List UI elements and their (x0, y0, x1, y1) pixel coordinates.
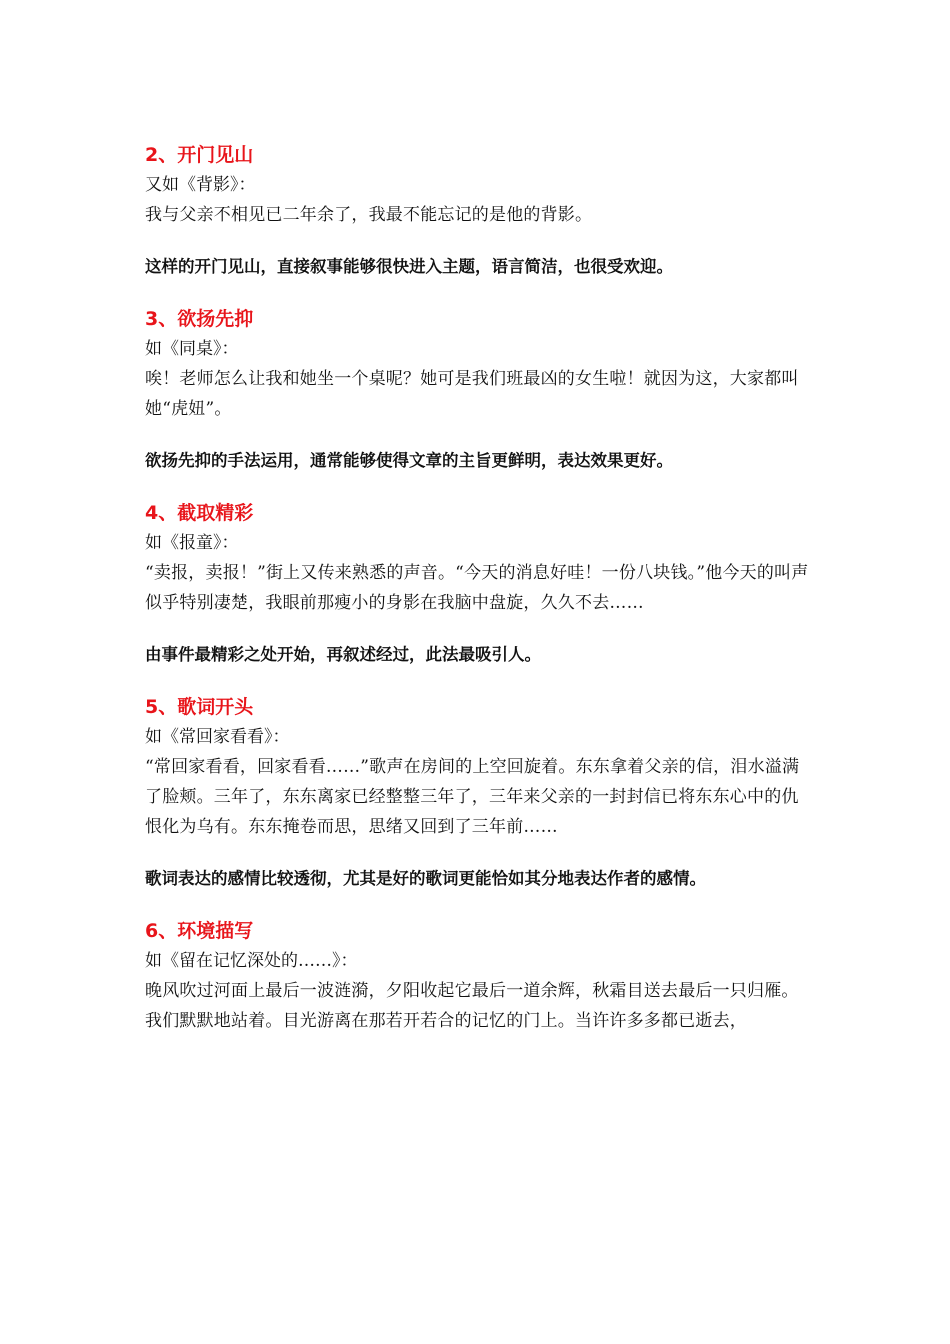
section-heading: 2、开门见山 (145, 144, 254, 166)
section-lyrics-opening (145, 692, 810, 894)
example-quote: 唉！老师怎么让我和她坐一个桌呢？她可是我们班最凶的女生啦！就因为这，大家都叫她“虎妞”。 (145, 369, 799, 419)
example-intro: 如《留在记忆深处的……》： (145, 951, 358, 971)
example-quote: 晚风吹过河面上最后一波涟漪，夕阳收起它最后一道余辉，秋霜目送去最后一只归雁。我们默默地站着。目光游离在那若开若合的记忆的门上。当许许多多都已逝去， (145, 981, 799, 1031)
example-intro: 如《常回家看看》： (145, 727, 290, 747)
section-heading: 5、歌词开头 (145, 696, 254, 718)
example-intro: 如《同桌》： (145, 339, 239, 359)
example-quote: 我与父亲不相见已二年余了，我最不能忘记的是他的背影。 (145, 205, 593, 225)
section-summary: 歌词表达的感情比较透彻，尤其是好的歌词更能恰如其分地表达作者的感情。 (145, 869, 706, 888)
section-environment-description (145, 916, 810, 1036)
example-quote: “卖报，卖报！”街上又传来熟悉的声音。“今天的消息好哇！一份八块钱。”他今天的叫声似乎特别凄楚，我眼前那瘦小的身影在我脑中盘旋，久久不去…… (145, 563, 809, 613)
section-summary: 这样的开门见山，直接叙事能够很快进入主题，语言简洁，也很受欢迎。 (145, 257, 673, 276)
document-page (145, 140, 810, 1036)
section-summary: 由事件最精彩之处开始，再叙述经过，此法最吸引人。 (145, 645, 541, 664)
example-intro: 又如《背影》： (145, 175, 256, 195)
section-heading: 6、环境描写 (145, 920, 254, 942)
section-summary: 欲扬先抑的手法运用，通常能够使得文章的主旨更鲜明，表达效果更好。 (145, 451, 673, 470)
example-quote: “常回家看看，回家看看……”歌声在房间的上空回旋着。东东拿着父亲的信，泪水溢满了脸颊。三年了，东东离家已经整整三年了，三年来父亲的一封封信已将东东心中的仇恨化为乌有。东东掩卷而思，思绪又回到了三年前…… (145, 757, 800, 837)
section-opening-directly (145, 140, 810, 282)
section-heading: 3、欲扬先抑 (145, 308, 254, 330)
section-heading: 4、截取精彩 (145, 502, 254, 524)
section-suppress-then-praise (145, 304, 810, 476)
example-intro: 如《报童》： (145, 533, 239, 553)
section-highlight-capture (145, 498, 810, 670)
